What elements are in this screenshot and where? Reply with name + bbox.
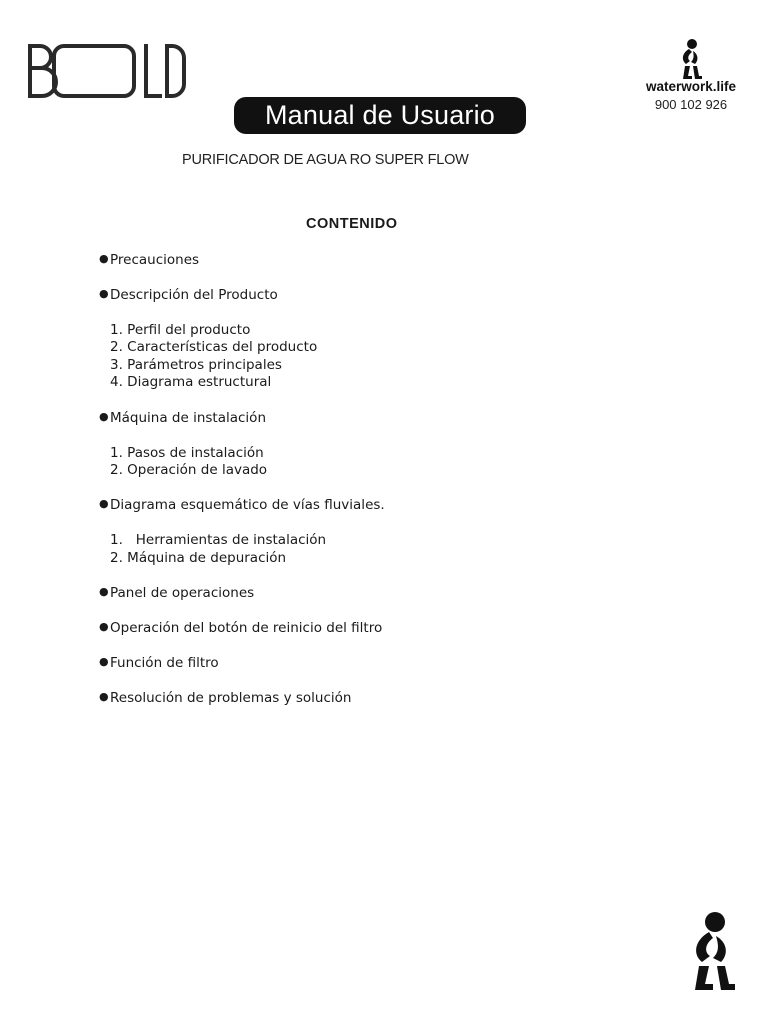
toc-section-label: Resolución de problemas y solución [110,690,352,706]
waterwork-name: waterwork.life [645,79,737,94]
bullet-icon: ● [99,287,109,300]
bullet-icon: ● [99,690,109,703]
toc-subitem-label: 2. Operación de lavado [110,462,268,478]
contents-heading: CONTENIDO [306,216,398,232]
toc-section-label: Precauciones [110,252,200,268]
product-subtitle: PURIFICADOR DE AGUA RO SUPER FLOW [182,152,469,168]
toc-subitem-label: 2. Características del producto [110,339,318,355]
toc-section-label: Diagrama esquemático de vías fluviales. [110,497,385,513]
waterwork-logo-block [632,38,750,112]
page-title-text: Manual de Usuario [264,100,496,130]
toc-subitem-label: 2. Máquina de depuración [110,550,287,566]
toc-section-label: Panel de operaciones [110,585,255,601]
waterwork-phone: 900 102 926 [654,97,728,112]
bullet-icon: ● [99,655,109,668]
toc-section-label: Máquina de instalación [110,410,267,426]
toc-subitem-label: 1. Pasos de instalación [110,445,264,461]
bold-logo [22,40,192,102]
toc-section-label: Función de filtro [110,655,219,671]
bullet-icon: ● [99,252,109,265]
toc-subitem-label: 1. Herramientas de instalación [110,532,327,548]
bullet-icon: ● [99,620,109,633]
toc-section-label: Descripción del Producto [110,287,278,303]
bullet-icon: ● [99,497,109,510]
bullet-icon: ● [99,585,109,598]
toc-section-label: Operación del botón de reinicio del filtro [110,620,383,636]
page-title [234,97,526,134]
toc-subitem-label: 1. Perfil del producto [110,322,251,338]
bullet-icon: ● [99,410,109,423]
toc-subitem-label: 4. Diagrama estructural [110,374,272,390]
toc-subitem-label: 3. Parámetros principales [110,357,282,373]
waterwork-figure-icon [676,38,706,80]
waterwork-figure-icon [683,910,739,992]
